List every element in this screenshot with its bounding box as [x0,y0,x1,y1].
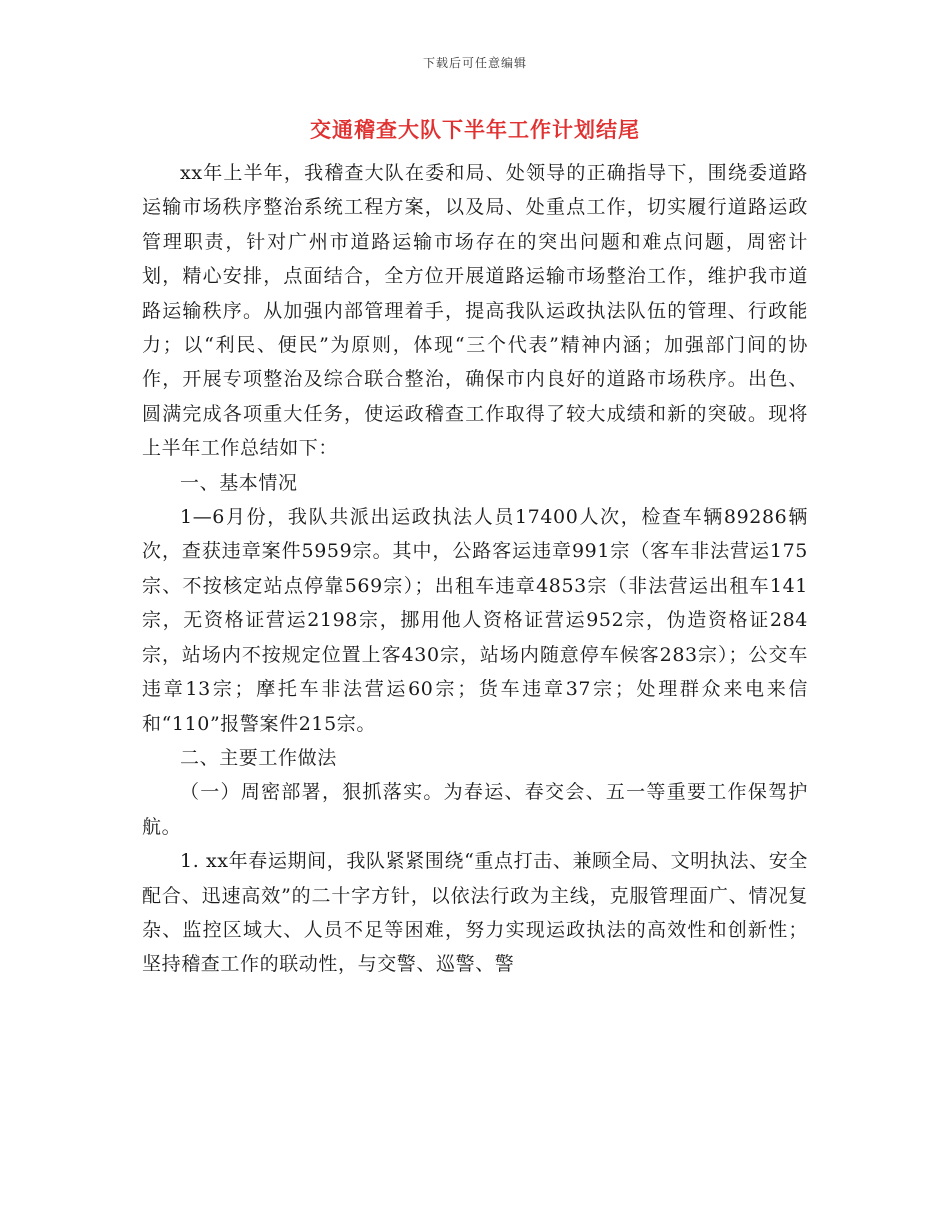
document-body [142,156,808,982]
paragraph-intro: xx年上半年，我稽查大队在委和局、处领导的正确指导下，围绕委道路运输市场秩序整治系统工程方案，以及局、处重点工作，切实履行道路运政管理职责，针对广州市道路运输市场存在的突出问题和难点问题，周密计划，精心安排，点面结合，全方位开展道路运输市场整治工作，维护我市道路运输秩序。从加强内部管理着手，提高我队运政执法队伍的管理、行政能力；以“利民、便民”为原则，体现“三个代表”精神内涵；加强部门间的协作，开展专项整治及综合联合整治，确保市内良好的道路市场秩序。出色、圆满完成各项重大任务，使运政稽查工作取得了较大成绩和新的突破。现将上半年工作总结如下： [142,162,808,460]
document-title: 交通稽查大队下半年工作计划结尾 [310,117,640,142]
section-heading-basic-situation: 一、基本情况 [180,471,298,494]
paragraph-item-1: 1. xx年春运期间，我队紧紧围绕“重点打击、兼顾全局、文明执法、安全配合、迅速高效”的二十字方针，以依法行政为主线，克服管理面广、情况复杂、监控区域大、人员不足等困难，努力实现运政执法的高效性和创新性；坚持稽查工作的联动性，与交警、巡警、警 [142,850,808,976]
section-heading-main-practices: 二、主要工作做法 [180,746,337,769]
page-header-note: 下载后可任意编辑 [422,56,527,70]
paragraph-subsection-1: （一）周密部署，狠抓落实。为春运、春交会、五一等重要工作保驾护航。 [142,781,808,838]
paragraph-statistics: 1—6月份，我队共派出运政执法人员17400人次，检查车辆89286辆次，查获违章案件5959宗。其中，公路客运违章991宗（客车非法营运175宗、不按核定站点停靠569宗）；出租车违章4853宗（非法营运出租车141宗，无资格证营运2198宗，挪用他人资格证营运952宗，伪造资格证284宗，站场内不按规定位置上客430宗，站场内随意停车候客283宗）；公交车违章13宗；摩托车非法营运60宗；货车违章37宗；处理群众来电来信和“110”报警案件215宗。 [142,506,808,735]
